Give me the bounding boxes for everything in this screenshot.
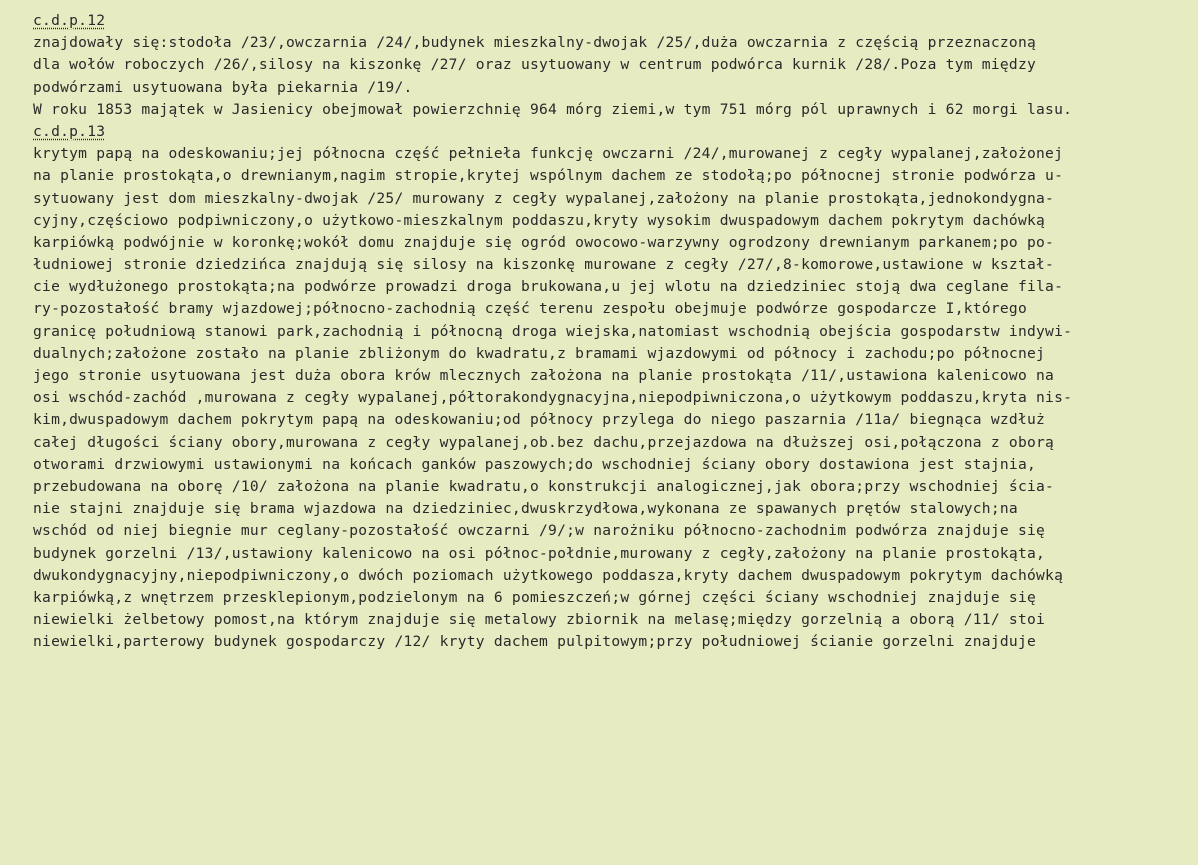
text-line: osi wschód-zachód ,murowana z cegły wypalanej,półtorakondygnacyjna,niepodpiwniczona,o użytkowym poddaszu,kryta nis-: [33, 389, 1073, 407]
text-line: ry-pozostałość bramy wjazdowej;północno-zachodnią część terenu zespołu obejmuje podwórze gospodarcze I,którego: [33, 300, 1027, 318]
text-line: sytuowany jest dom mieszkalny-dwojak /25/ murowany z cegły wypalanej,założony na planie prostokąta,jednokondygna-: [33, 189, 1055, 207]
text-line: W roku 1853 majątek w Jasienicy obejmował powierzchnię 964 mórg ziemi,w tym 751 mórg pól uprawnych i 62 morgi lasu.: [33, 100, 1073, 118]
text-line: podwórzami usytuowana była piekarnia /19/.: [33, 78, 413, 96]
text-line: przebudowana na oborę /10/ założona na planie kwadratu,o konstrukcji analogicznej,jak obora;przy wschodniej ścia-: [33, 477, 1055, 495]
text-line: karpiówką podwójnie w koronkę;wokół domu znajduje się ogród owocowo-warzywny ogrodzony drewnianym parkanem;po po-: [33, 233, 1055, 251]
text-line: karpiówką,z wnętrzem przesklepionym,podzielonym na 6 pomieszczeń;w górnej części ściany wschodniej znajduje się: [33, 588, 1037, 606]
text-line: otworami drzwiowymi ustawionymi na końcach ganków paszowych;do wschodniej ściany obory dostawiona jest stajnia,: [33, 455, 1037, 473]
section-heading-cdp13: c.d.p.13: [33, 122, 106, 140]
text-line: kim,dwuspadowym dachem pokrytym papą na odeskowaniu;od północy przylega do niego paszarnia /11a/ biegnąca wzdłuż: [33, 411, 1046, 429]
text-line: całej długości ściany obory,murowana z cegły wypalanej,ob.bez dachu,przejazdowa na dłuższej osi,połączona z oborą: [33, 433, 1055, 451]
text-line: dla wołów roboczych /26/,silosy na kiszonkę /27/ oraz usytuowany w centrum podwórca kurnik /28/.Poza tym między: [33, 56, 1037, 74]
text-line: cie wydłużonego prostokąta;na podwórze prowadzi droga brukowana,u jej wlotu na dziedziniec stoją dwa ceglane fila-: [33, 278, 1064, 296]
text-line: granicę południową stanowi park,zachodnią i północną droga wiejska,natomiast wschodnią obejścia gospodarstw indywi-: [33, 322, 1073, 340]
text-line: jego stronie usytuowana jest duża obora krów mlecznych założona na planie prostokąta /11/,ustawiona kalenicowo na: [33, 367, 1055, 384]
text-line: budynek gorzelni /13/,ustawiony kalenicowo na osi północ-połdnie,murowany z cegły,założony na planie prostokąta,: [33, 544, 1046, 562]
text-line: na planie prostokąta,o drewnianym,nagim stropie,krytej wspólnym dachem ze stodołą;po północnej stronie podwórza u-: [33, 167, 1064, 185]
text-line: znajdowały się:stodoła /23/,owczarnia /24/,budynek mieszkalny-dwojak /25/,duża owczarnia z częścią przeznaczoną: [33, 34, 1037, 52]
text-line: niewielki żelbetowy pomost,na którym znajduje się metalowy zbiornik na melasę;między gorzelnią a oborą /11/ stoi: [33, 611, 1046, 629]
section-heading-cdp12: c.d.p.12: [33, 12, 106, 29]
text-line: dwukondygnacyjny,niepodpiwniczony,o dwóch poziomach użytkowego poddasza,kryty dachem dwuspadowym pokrytym dachówką: [33, 566, 1064, 584]
document-text: [33, 10, 1193, 653]
text-line: krytym papą na odeskowaniu;jej północna część pełniełа funkcję owczarni /24/,murowanej z cegły wypalanej,założonej: [33, 145, 1064, 163]
text-line: dualnych;założone zostało na planie zbliżonym do kwadratu,z bramami wjazdowymi od północy i zachodu;po północnej: [33, 344, 1046, 362]
text-line: wschód od niej biegnie mur ceglany-pozostałość owczarni /9/;w narożniku północno-zachodnim podwórza znajduje się: [33, 522, 1046, 540]
text-line: nie stajni znajduje się brama wjazdowa na dziedziniec,dwuskrzydłowa,wykonana ze spawanych prętów stalowych;na: [33, 500, 1018, 518]
text-line: cyjny,częściowo podpiwniczony,o użytkowo-mieszkalnym poddaszu,kryty wysokim dwuspadowym dachem pokrytym dachówką: [33, 211, 1046, 229]
text-line: niewielki,parterowy budynek gospodarczy /12/ kryty dachem pulpitowym;przy południowej ścianie gorzelni znajduje: [33, 633, 1037, 651]
text-line: łudniowej stronie dziedzińca znajdują się silosy na kiszonkę murowane z cegły /27/,8-komorowe,ustawione w kształ-: [33, 256, 1055, 274]
